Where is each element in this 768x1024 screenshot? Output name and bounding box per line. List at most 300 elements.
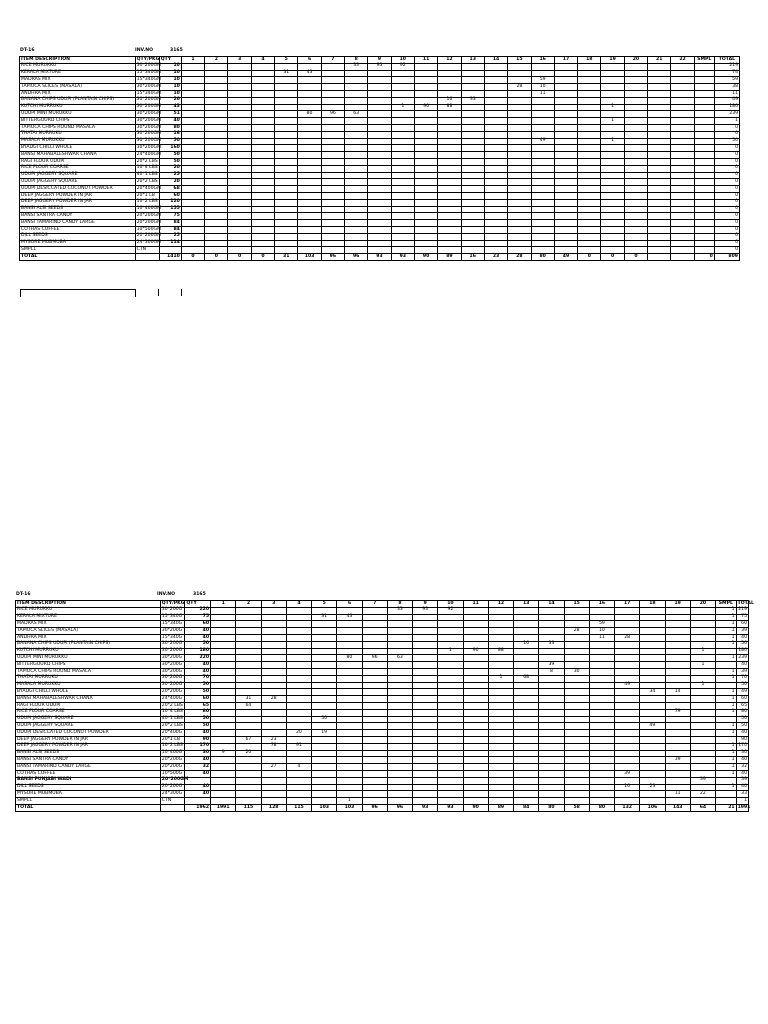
qty-cell [321, 206, 344, 213]
item-qty: 120 [159, 199, 181, 206]
qty-cell [624, 104, 647, 111]
total-cell: 96 [387, 804, 412, 811]
qty-cell [671, 199, 694, 206]
qty-cell [438, 614, 463, 621]
qty-cell [539, 628, 564, 635]
qty-cell [228, 131, 251, 138]
qty-cell [286, 621, 311, 628]
qty-cell: 39 [736, 628, 748, 635]
qty-cell [665, 764, 690, 771]
qty-cell: 180 [714, 104, 739, 111]
qty-cell [461, 213, 484, 220]
qty-cell [615, 777, 640, 784]
qty-cell [671, 131, 694, 138]
qty-cell [539, 655, 564, 662]
qty-cell [624, 84, 647, 91]
qty-cell [488, 791, 513, 798]
total-cell: 0 [601, 254, 624, 261]
qty-cell [514, 662, 539, 669]
table-row [16, 743, 749, 750]
item-name: RAGI FLOUR UDUPI [16, 702, 161, 709]
item-name: UDUPI DESICCATED COCONUT POWDER [16, 730, 161, 737]
qty-cell [508, 172, 531, 179]
qty-cell [640, 730, 665, 737]
qty-cell: 1 [716, 764, 737, 771]
qty-cell: 1 [601, 138, 624, 145]
qty-cell [321, 77, 344, 84]
qty-cell [391, 247, 414, 254]
qty-cell [539, 689, 564, 696]
qty-cell: 60 [736, 621, 748, 628]
qty-cell [181, 220, 204, 227]
qty-cell [640, 757, 665, 764]
qty-cell: 11 [589, 634, 614, 641]
qty-cell [414, 152, 437, 159]
invoice-number: 3165 [170, 48, 183, 53]
qty-cell [508, 199, 531, 206]
qty-cell [488, 730, 513, 737]
total-cell: 90 [463, 804, 488, 811]
qty-cell [236, 662, 261, 669]
qty-cell [665, 668, 690, 675]
qty-cell [488, 621, 513, 628]
qty-cell [387, 702, 412, 709]
qty-cell [414, 84, 437, 91]
qty-cell [690, 730, 715, 737]
qty-cell [236, 757, 261, 764]
qty-cell [615, 641, 640, 648]
qty-cell [624, 63, 647, 70]
qty-cell: 8 [539, 668, 564, 675]
qty-cell [624, 247, 647, 254]
qty-cell [261, 675, 286, 682]
table-row [16, 689, 749, 696]
qty-cell [514, 702, 539, 709]
qty-cell [488, 614, 513, 621]
qty-cell [508, 138, 531, 145]
item-pkg: 40*1 LBS [136, 172, 158, 178]
qty-cell [261, 634, 286, 641]
qty-cell [648, 97, 671, 104]
item-qty: 10 [159, 70, 181, 77]
qty-cell [387, 736, 412, 743]
qty-cell [461, 226, 484, 233]
qty-cell [589, 730, 614, 737]
item-qty: 50 [159, 138, 181, 145]
qty-cell [438, 668, 463, 675]
qty-cell [554, 111, 577, 118]
qty-cell [414, 145, 437, 152]
qty-cell [391, 172, 414, 179]
qty-cell [368, 104, 391, 111]
qty-cell [321, 213, 344, 220]
qty-cell [387, 757, 412, 764]
item-pkg: 30*200G [160, 668, 185, 675]
qty-cell [387, 675, 412, 682]
qty-cell [624, 138, 647, 145]
qty-cell [345, 226, 368, 233]
qty-cell [345, 165, 368, 172]
qty-cell: 1 [714, 118, 739, 125]
total-label: TOTAL [20, 254, 136, 261]
qty-cell [205, 131, 228, 138]
column-header: 4 [286, 601, 311, 608]
qty-cell [461, 158, 484, 165]
qty-cell [589, 736, 614, 743]
qty-cell [251, 111, 274, 118]
qty-cell: 1 [391, 104, 414, 111]
qty-cell [461, 199, 484, 206]
qty-cell [601, 220, 624, 227]
qty-cell [601, 63, 624, 70]
column-header: 20 [690, 601, 715, 608]
item-name: DILL SEEDS [20, 233, 136, 240]
item-pkg: 15*340G [160, 614, 185, 621]
qty-cell [391, 179, 414, 186]
item-qty: 68 [159, 186, 181, 193]
qty-cell: 40 [736, 730, 748, 737]
qty-cell [694, 152, 714, 159]
qty-cell: 1 [716, 641, 737, 648]
cut-off-cell-fragment [20, 289, 136, 297]
qty-cell [484, 70, 507, 77]
qty-cell [554, 192, 577, 199]
qty-cell [624, 165, 647, 172]
qty-cell [601, 247, 624, 254]
qty-cell [205, 226, 228, 233]
qty-cell [564, 634, 589, 641]
qty-cell [539, 736, 564, 743]
qty-cell: 170 [736, 743, 748, 750]
qty-cell [236, 798, 261, 805]
qty-cell [484, 192, 507, 199]
total-cell: 0 [228, 254, 251, 261]
qty-cell [391, 220, 414, 227]
item-pkg: 30*200G [160, 655, 185, 662]
qty-cell [368, 97, 391, 104]
qty-cell [362, 634, 387, 641]
column-header: 21 [648, 57, 671, 64]
qty-cell [362, 777, 387, 784]
qty-cell [368, 179, 391, 186]
table-row [20, 138, 740, 145]
qty-cell: 33 [461, 97, 484, 104]
qty-cell [261, 662, 286, 669]
total-cell: 106 [640, 804, 665, 811]
qty-cell [391, 145, 414, 152]
qty-cell [578, 111, 601, 118]
qty-cell [578, 97, 601, 104]
qty-cell [298, 158, 321, 165]
qty-cell [438, 634, 463, 641]
qty-cell [286, 607, 311, 614]
total-cell: 132 [615, 804, 640, 811]
item-qty: 10 [159, 77, 181, 84]
qty-cell [387, 621, 412, 628]
qty-cell [694, 158, 714, 165]
qty-cell: 93 [368, 63, 391, 70]
qty-cell [531, 124, 554, 131]
total-cell: 96 [362, 804, 387, 811]
qty-cell [413, 709, 438, 716]
qty-cell [578, 206, 601, 213]
qty-cell [531, 97, 554, 104]
item-pkg: 20*200G [160, 689, 185, 696]
item-pkg: 24*300GM [136, 240, 162, 246]
qty-cell [484, 131, 507, 138]
total-cell: 0 [694, 254, 714, 261]
qty-cell [438, 791, 463, 798]
column-header: 12 [438, 57, 461, 64]
qty-cell [531, 152, 554, 159]
qty-cell [665, 784, 690, 791]
invoice-number: 3165 [193, 592, 206, 597]
item-pkg: 30*200GM [136, 144, 162, 150]
item-pkg: 20*1 LB [160, 736, 185, 743]
qty-cell: 0 [714, 220, 739, 227]
qty-cell [648, 192, 671, 199]
column-header: TOTAL [714, 57, 739, 64]
qty-cell [508, 104, 531, 111]
qty-cell [312, 764, 337, 771]
qty-cell [261, 770, 286, 777]
qty-cell [484, 165, 507, 172]
qty-cell: 59 [531, 77, 554, 84]
item-pkg: 20*2 LBS [136, 158, 158, 164]
qty-cell [463, 736, 488, 743]
qty-cell [228, 233, 251, 240]
column-header: 11 [463, 601, 488, 608]
qty-cell [531, 220, 554, 227]
qty-cell [337, 641, 362, 648]
total-cell: 58 [564, 804, 589, 811]
qty-cell [298, 104, 321, 111]
qty-cell [337, 757, 362, 764]
item-qty: 80 [185, 709, 211, 716]
total-cell: 103 [312, 804, 337, 811]
item-pkg: 20*200GM [161, 777, 189, 783]
qty-cell [438, 179, 461, 186]
qty-cell [514, 614, 539, 621]
qty-cell [578, 220, 601, 227]
table-row [16, 736, 749, 743]
qty-cell [508, 213, 531, 220]
qty-cell [211, 764, 236, 771]
qty-cell [601, 111, 624, 118]
qty-cell [251, 220, 274, 227]
item-pkg: 30*200G [160, 628, 185, 635]
qty-cell: 49 [640, 723, 665, 730]
qty-cell [413, 770, 438, 777]
qty-cell [321, 172, 344, 179]
qty-cell [298, 97, 321, 104]
qty-cell [671, 247, 694, 254]
qty-cell [640, 750, 665, 757]
qty-cell [578, 84, 601, 91]
qty-cell [261, 750, 286, 757]
qty-cell [205, 97, 228, 104]
qty-cell: 0 [714, 213, 739, 220]
qty-cell [236, 682, 261, 689]
qty-cell: 1 [716, 655, 737, 662]
qty-cell [228, 172, 251, 179]
qty-cell [275, 131, 298, 138]
qty-cell [413, 675, 438, 682]
qty-cell [531, 206, 554, 213]
qty-cell [539, 709, 564, 716]
item-qty: 40 [185, 784, 211, 791]
qty-cell [251, 172, 274, 179]
item-qty: 25 [159, 233, 181, 240]
qty-cell [211, 716, 236, 723]
item-name: SMPL1 [20, 247, 136, 254]
qty-cell [589, 777, 614, 784]
qty-cell [211, 702, 236, 709]
qty-cell: 0 [714, 206, 739, 213]
qty-cell [690, 736, 715, 743]
table-row [20, 145, 740, 152]
qty-cell: 11 [665, 791, 690, 798]
qty-cell [387, 634, 412, 641]
table-row [20, 90, 740, 97]
qty-cell [298, 192, 321, 199]
qty-cell [665, 655, 690, 662]
table-row [16, 634, 749, 641]
qty-cell [236, 716, 261, 723]
qty-cell [514, 682, 539, 689]
qty-cell: 75 [736, 614, 748, 621]
qty-cell [640, 777, 665, 784]
qty-cell [463, 730, 488, 737]
qty-cell [640, 675, 665, 682]
qty-cell [251, 233, 274, 240]
qty-cell [589, 696, 614, 703]
qty-cell: 1 [716, 743, 737, 750]
qty-cell [694, 84, 714, 91]
qty-cell [205, 104, 228, 111]
qty-cell [387, 709, 412, 716]
item-qty: 84 [159, 226, 181, 233]
qty-cell [391, 186, 414, 193]
qty-cell [438, 709, 463, 716]
qty-cell [671, 111, 694, 118]
qty-cell [564, 723, 589, 730]
column-header: 17 [615, 601, 640, 608]
qty-cell: 1 [716, 621, 737, 628]
qty-cell: 9 [211, 750, 236, 757]
qty-cell [362, 770, 387, 777]
qty-cell [387, 628, 412, 635]
qty-cell [414, 63, 437, 70]
item-name: MADRAS MIX [16, 621, 161, 628]
total-cell: 28 [508, 254, 531, 261]
qty-per-pkg-header: QTY/PKG [136, 56, 160, 62]
qty-cell [554, 172, 577, 179]
qty-cell [337, 750, 362, 757]
item-qty: 70 [185, 675, 211, 682]
qty-cell: 96 [321, 111, 344, 118]
qty-cell [438, 764, 463, 771]
qty-cell: 10 [531, 84, 554, 91]
qty-cell [463, 791, 488, 798]
qty-cell: 1 [716, 696, 737, 703]
item-name: SMPL1 [16, 798, 161, 805]
qty-cell [391, 90, 414, 97]
column-header: 1 [211, 601, 236, 608]
qty-cell [694, 179, 714, 186]
table-row [20, 247, 740, 254]
table-row [20, 240, 740, 247]
qty-cell [345, 118, 368, 125]
column-header: 8 [345, 57, 368, 64]
qty-cell [671, 145, 694, 152]
qty-cell [615, 696, 640, 703]
qty-cell [387, 798, 412, 805]
qty-cell [251, 186, 274, 193]
qty-cell [438, 736, 463, 743]
qty-cell [275, 172, 298, 179]
qty-cell [624, 70, 647, 77]
qty-cell [578, 138, 601, 145]
qty-cell [484, 124, 507, 131]
qty-cell [261, 621, 286, 628]
qty-cell: 1 [337, 798, 362, 805]
qty-cell [362, 648, 387, 655]
table-row [20, 213, 740, 220]
qty-cell [438, 70, 461, 77]
qty-cell [337, 648, 362, 655]
qty-cell [413, 723, 438, 730]
qty-cell [539, 798, 564, 805]
qty-cell: 64 [236, 702, 261, 709]
table-row [20, 63, 740, 70]
qty-cell [484, 158, 507, 165]
qty-cell [345, 247, 368, 254]
qty-cell [438, 124, 461, 131]
qty-cell [564, 730, 589, 737]
qty-cell [321, 165, 344, 172]
item-qty: 16 [159, 131, 181, 138]
item-pkg: 20*400GM [136, 185, 162, 191]
item-pkg: 30*200GM [136, 97, 162, 103]
qty-cell [286, 770, 311, 777]
qty-cell: 1 [716, 689, 737, 696]
qty-cell [236, 628, 261, 635]
qty-cell [488, 743, 513, 750]
total-qty: 1962 [185, 804, 211, 811]
qty-cell [337, 696, 362, 703]
qty-cell [438, 77, 461, 84]
qty-cell: 30 [564, 668, 589, 675]
qty-cell [589, 702, 614, 709]
qty-cell [648, 220, 671, 227]
item-pkg: 10*500G [160, 770, 185, 777]
qty-cell [362, 668, 387, 675]
qty-cell: 33 [736, 791, 748, 798]
column-header: 13 [514, 601, 539, 608]
item-qty: 84 [159, 220, 181, 227]
qty-cell [624, 179, 647, 186]
qty-cell [275, 104, 298, 111]
qty-cell [275, 192, 298, 199]
qty-cell [671, 233, 694, 240]
qty-cell [345, 158, 368, 165]
invoice-number-label: INV.NO [157, 592, 176, 597]
qty-cell [554, 97, 577, 104]
qty-cell [716, 648, 737, 655]
qty-cell [286, 709, 311, 716]
qty-cell [564, 662, 589, 669]
